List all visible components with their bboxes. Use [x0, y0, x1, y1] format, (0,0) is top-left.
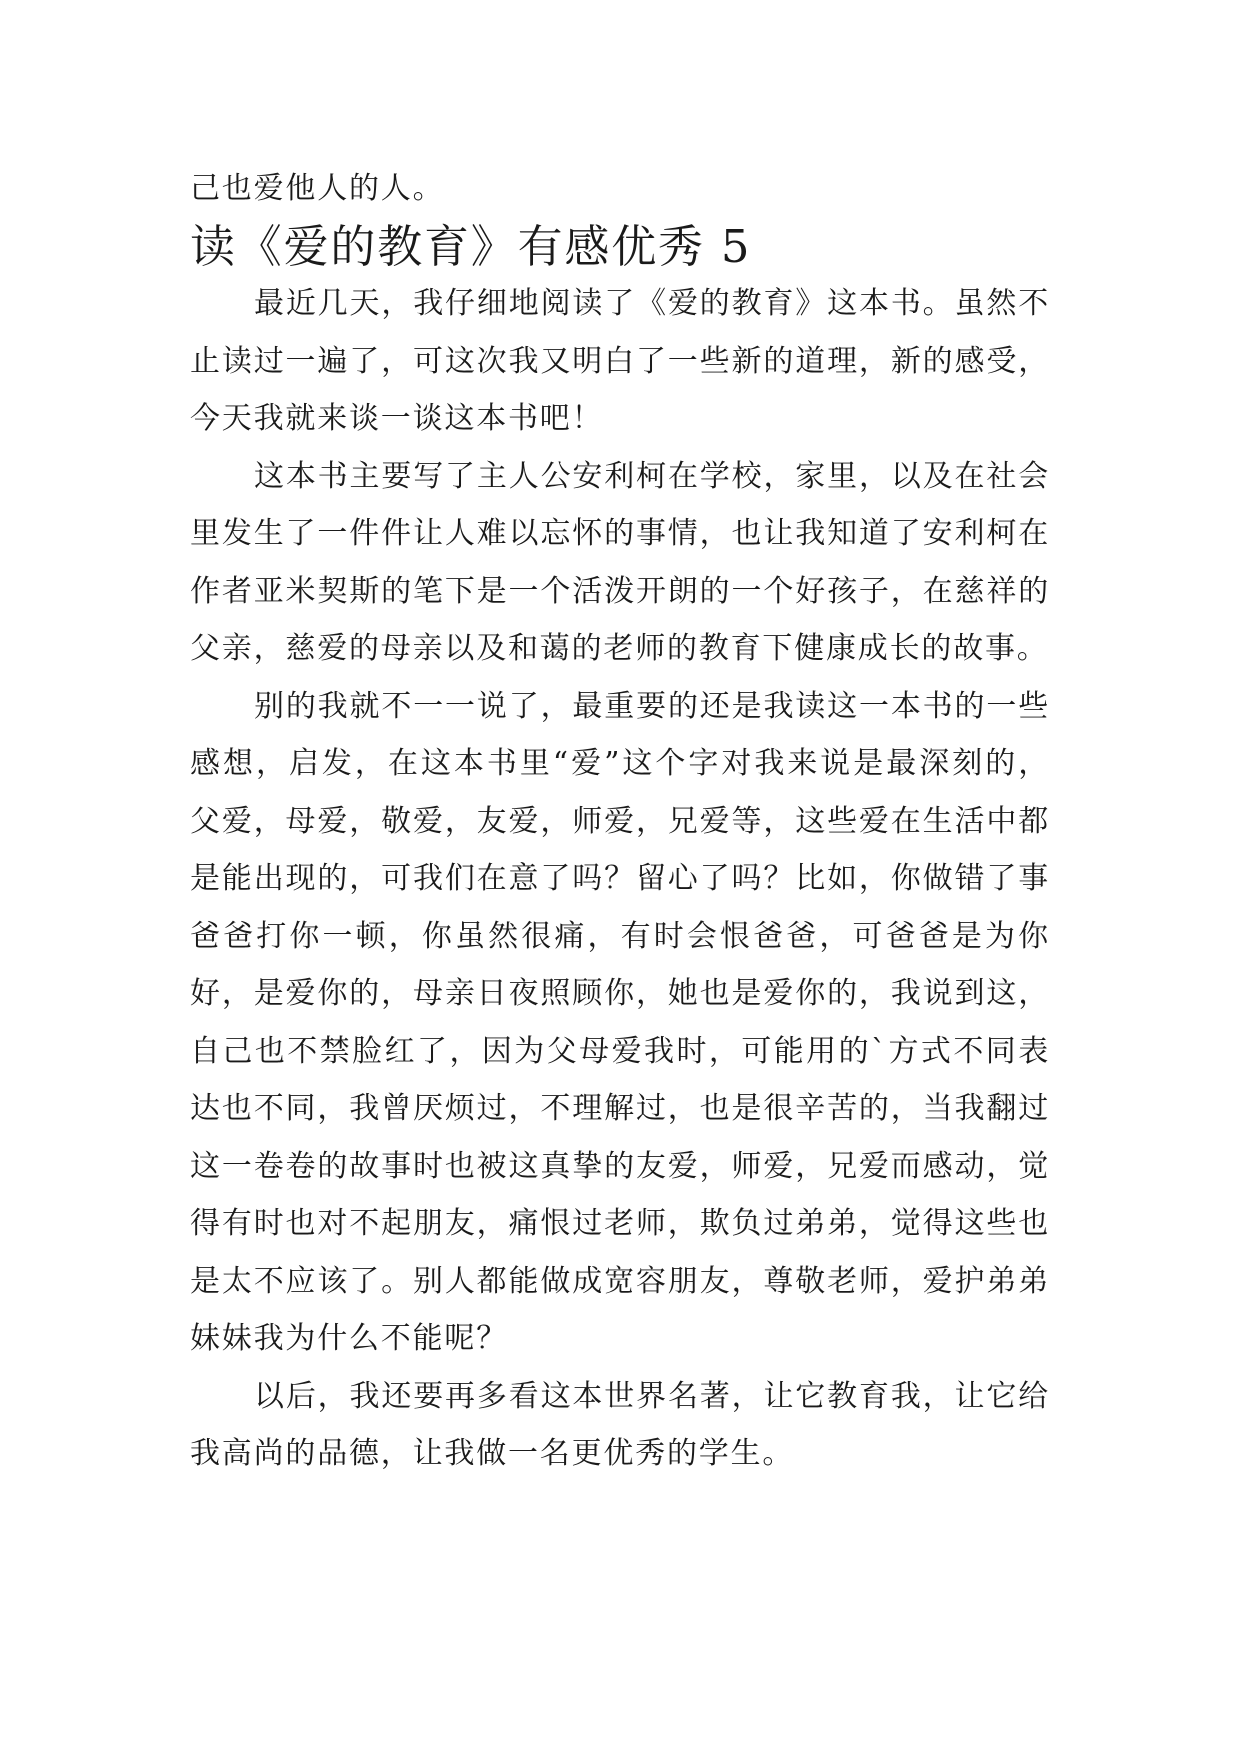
paragraph-4: 以后，我还要再多看这本世界名著，让它教育我，让它给我高尚的品德，让我做一名更优秀的学生。 — [190, 1378, 1050, 1471]
essay-heading: 读《爱的教育》有感优秀 5 — [190, 219, 752, 273]
paragraph-3: 别的我就不一一说了，最重要的还是我读这一本书的一些感想，启发，在这本书里“爱”这个字对我来说是最深刻的，父爱，母爱，敬爱，友爱，师爱，兄爱等，这些爱在生活中都是能出现的，可我们在意了吗？留心了吗？比如，你做错了事爸爸打你一顿，你虽然很痛，有时会恨爸爸，可爸爸是为你好，是爱你的，母亲日夜照顾你，她也是爱你的，我说到这，自己也不禁脸红了，因为父母爱我时，可能用的`方式不同表达也不同，我曾厌烦过，不理解过，也是很辛苦的，当我翻过这一卷卷的故事时也被这真挚的友爱，师爱，兄爱而感动，觉得有时也对不起朋友，痛恨过老师，欺负过弟弟，觉得这些也是太不应该了。别人都能做成宽容朋友，尊敬老师，爱护弟弟妹妹我为什么不能呢？ — [190, 688, 1050, 1356]
continuation-line: 己也爱他人的人。 — [190, 171, 445, 206]
paragraph-2: 这本书主要写了主人公安利柯在学校，家里，以及在社会里发生了一件件让人难以忘怀的事情，也让我知道了安利柯在作者亚米契斯的笔下是一个活泼开朗的一个好孩子，在慈祥的父亲，慈爱的母亲以及和蔼的老师的教育下健康成长的故事。 — [190, 458, 1050, 666]
paragraph-1: 最近几天，我仔细地阅读了《爱的教育》这本书。虽然不止读过一遍了，可这次我又明白了一些新的道理，新的感受，今天我就来谈一谈这本书吧！ — [190, 286, 1050, 436]
document-body — [190, 160, 1050, 1483]
